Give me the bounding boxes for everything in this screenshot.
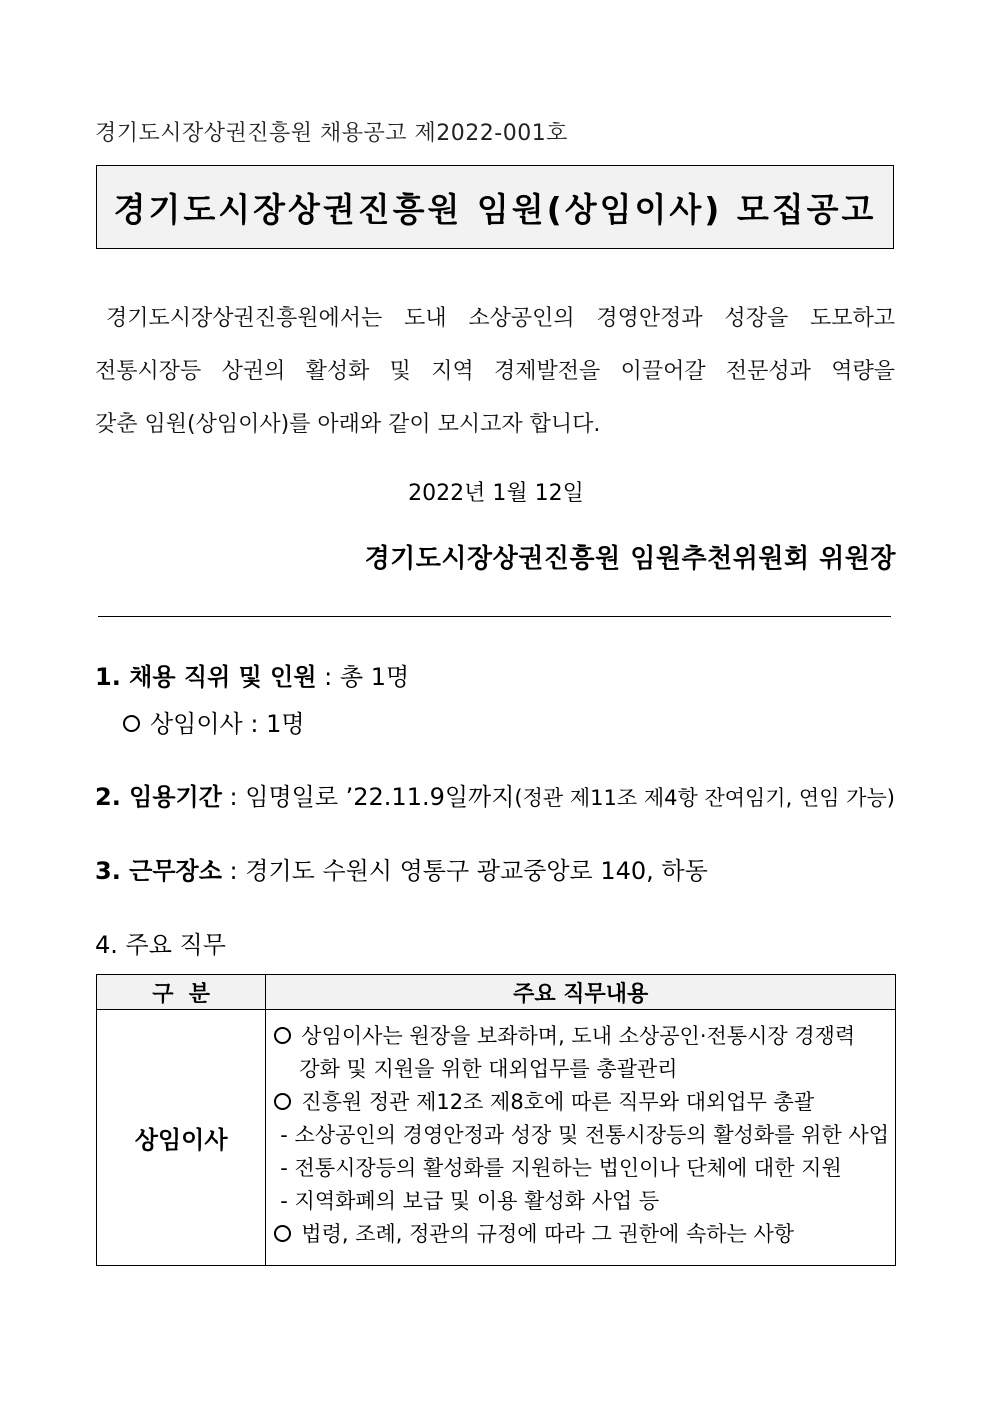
- duty-table: [96, 974, 896, 1266]
- notice-date: 2022년 1월 12일: [408, 481, 584, 506]
- section-heading: 1. 채용 직위 및 인원: [95, 663, 317, 691]
- section-heading: 2. 임용기간: [95, 783, 222, 811]
- circle-bullet-icon: [123, 715, 140, 732]
- list-item: [274, 1086, 889, 1119]
- table-row: [97, 1010, 896, 1266]
- section-value: : 임명일로 ’22.11.9일까지: [221, 783, 515, 811]
- title-box: [96, 165, 894, 249]
- table-header-row: [97, 975, 896, 1010]
- section-term: [95, 777, 895, 812]
- section-heading: 3. 근무장소: [95, 857, 222, 885]
- intro-line: 전통시장등 상권의 활성화 및 지역 경제발전을 이끌어갈 전문성과 역량을: [95, 359, 895, 384]
- intro-paragraph: [95, 292, 895, 451]
- list-item: - 소상공인의 경영안정과 성장 및 전통시장등의 활성화를 위한 사업: [280, 1123, 889, 1147]
- issuer-signature: 경기도시장상권진흥원 임원추천위원회 위원장: [364, 544, 896, 574]
- page-title: 경기도시장상권진흥원 임원(상임이사) 모집공고: [113, 189, 877, 229]
- list-item: [274, 1020, 889, 1053]
- list-item: 강화 및 지원을 위한 대외업무를 총괄관리: [299, 1057, 678, 1081]
- list-item-text: 법령, 조례, 정관의 규정에 따라 그 권한에 속하는 사항: [301, 1222, 795, 1246]
- column-header-category: 구 분: [97, 975, 266, 1010]
- list-item: - 지역화폐의 보급 및 이용 활성화 사업 등: [280, 1189, 660, 1213]
- circle-bullet-icon: [274, 1093, 291, 1110]
- intro-line: 경기도시장상권진흥원에서는 도내 소상공인의 경영안정과 성장을 도모하고: [106, 306, 895, 331]
- section-value: : 경기도 수원시 영통구 광교중앙로 140, 하동: [221, 857, 708, 885]
- sub-item-text: 상임이사 : 1명: [150, 710, 305, 738]
- circle-bullet-icon: [274, 1225, 291, 1242]
- section-value: : 총 1명: [316, 663, 410, 691]
- row-label: 상임이사: [97, 1010, 266, 1266]
- divider: [98, 616, 891, 617]
- list-item: - 전통시장등의 활성화를 지원하는 법인이나 단체에 대한 지원: [280, 1156, 842, 1180]
- list-item-text: 상임이사는 원장을 보좌하며, 도내 소상공인·전통시장 경쟁력: [301, 1024, 856, 1048]
- list-item: [274, 1218, 889, 1251]
- circle-bullet-icon: [274, 1027, 291, 1044]
- duty-content: [266, 1010, 896, 1266]
- section-duties-heading: 4. 주요 직무: [95, 931, 226, 959]
- section-location: [95, 851, 708, 886]
- section-sub-item: [123, 704, 305, 739]
- section-note: (정관 제11조 제4항 잔여임기, 연임 가능): [514, 786, 895, 810]
- section-positions: [95, 657, 409, 692]
- column-header-duties: 주요 직무내용: [266, 975, 896, 1010]
- notice-number: 경기도시장상권진흥원 채용공고 제2022-001호: [95, 121, 568, 146]
- list-item-text: 진흥원 정관 제12조 제8호에 따른 직무와 대외업무 총괄: [301, 1090, 815, 1114]
- intro-line: 갖춘 임원(상임이사)를 아래와 같이 모시고자 합니다.: [95, 412, 601, 437]
